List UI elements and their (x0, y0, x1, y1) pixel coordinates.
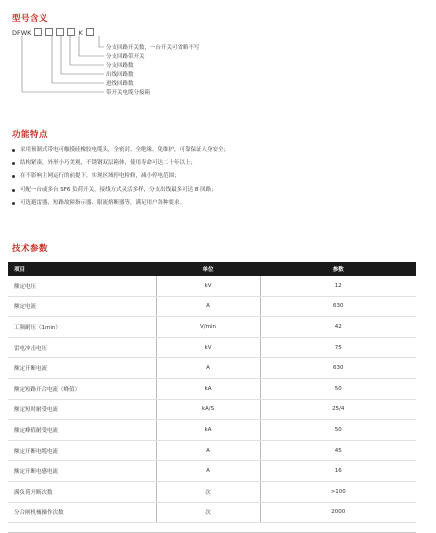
param-value: 12 (260, 276, 416, 296)
connector-line (79, 36, 104, 56)
param-value: 630 (260, 358, 416, 379)
table-row (8, 378, 416, 399)
param-name: 满负荷开断次数 (8, 481, 156, 502)
param-name: 额定短时耐受电流 (8, 399, 156, 420)
table-row (8, 420, 416, 441)
table-row (8, 502, 416, 523)
legend-incoming-count: 进线回路数 (106, 81, 134, 87)
model-code-prefix: DFWK (12, 29, 32, 37)
param-unit: A (156, 440, 260, 461)
legend-outgoing-count: 出线回路数 (106, 72, 134, 78)
param-name: 额定短路开合电流（峰值） (8, 378, 156, 399)
table-row (8, 317, 416, 338)
column-header-item: 项目 (8, 262, 156, 276)
param-value: 42 (260, 317, 416, 338)
param-value: 25/4 (260, 399, 416, 420)
feature-text: 采用预制式带电可触摸硅橡胶电缆头，全密封、全绝缘、免维护，可靠保证人身安全； (20, 147, 230, 153)
bullet-icon (12, 162, 15, 165)
param-value: 45 (260, 440, 416, 461)
param-name: 雷电冲击电压 (8, 337, 156, 358)
param-name: 额定开断电感电流 (8, 461, 156, 482)
table-row (8, 440, 416, 461)
param-value: 50 (260, 420, 416, 441)
param-unit: A (156, 358, 260, 379)
legend-branch-count: 分支回路数 (106, 63, 134, 69)
param-name: 工频耐压（1min） (8, 317, 156, 338)
param-unit: kV (156, 276, 260, 296)
connector-line (99, 36, 104, 47)
column-header-value: 参数 (260, 262, 416, 276)
param-value: >100 (260, 481, 416, 502)
feature-text: 可配一台或多台 SF6 负荷开关，接线方式灵活多样，分支出线最多可达 8 回路； (20, 186, 217, 193)
model-code-diagram (12, 28, 212, 98)
param-name: 额定开断电流 (8, 358, 156, 379)
connector-line (52, 36, 104, 83)
feature-item (12, 172, 422, 185)
param-unit: kA/S (156, 399, 260, 420)
feature-item (12, 199, 422, 212)
feature-text: 可选避雷器、短路故障指示器、限流熔断器等，满足用户各种要求。 (20, 199, 186, 206)
param-name: 额定电流 (8, 296, 156, 317)
param-unit: kA (156, 420, 260, 441)
bullet-icon (12, 189, 15, 192)
param-value: 2000 (260, 502, 416, 523)
param-value: 16 (260, 461, 416, 482)
feature-item (12, 186, 422, 199)
legend-branch-with-switch: 分支回路带开关 (106, 54, 145, 60)
param-unit: kA (156, 378, 260, 399)
legend-cable-branch-box: 带开关电缆分接箱 (106, 90, 151, 96)
feature-text: 结构紧凑，外形小巧美观，不锈钢双层箱体，使用寿命可达二十年以上； (20, 160, 197, 167)
bullet-icon (12, 175, 15, 178)
features-list (12, 146, 422, 212)
table-row (8, 296, 416, 317)
param-name: 额定峰值耐受电流 (8, 420, 156, 441)
table-row (8, 337, 416, 358)
param-name: 额定电压 (8, 276, 156, 296)
tech-params-table (8, 262, 416, 523)
tech-params-title: 技术参数 (12, 244, 49, 254)
param-unit: 次 (156, 481, 260, 502)
param-name: 额定开断电缆电流 (8, 440, 156, 461)
feature-item (12, 159, 422, 172)
param-value: 75 (260, 337, 416, 358)
table-row (8, 481, 416, 502)
param-value: 50 (260, 378, 416, 399)
model-meaning-title: 型号含义 (12, 14, 49, 24)
bullet-icon (12, 202, 15, 205)
table-row (8, 358, 416, 379)
table-row (8, 276, 416, 296)
feature-item (12, 146, 422, 159)
param-value: 630 (260, 296, 416, 317)
feature-text: 在不影响主网运行的前提下，实现区域停电检修，减小停电范围； (20, 173, 180, 180)
table-header-row (8, 262, 416, 276)
bullet-icon (12, 149, 15, 152)
table-row (8, 461, 416, 482)
param-unit: kV (156, 337, 260, 358)
param-unit: V/min (156, 317, 260, 338)
param-unit: A (156, 296, 260, 317)
table-row (8, 399, 416, 420)
connector-line (61, 36, 104, 74)
legend-branch-switch-count: 分支回路开关数，一台开关可省略不写 (106, 45, 200, 51)
model-code-k: K (78, 29, 83, 37)
features-title: 功能特点 (12, 130, 49, 140)
param-unit: A (156, 461, 260, 482)
param-name: 分合闸机械操作次数 (8, 502, 156, 523)
param-unit: 次 (156, 502, 260, 523)
connector-line (22, 36, 104, 92)
column-header-unit: 单位 (156, 262, 260, 276)
